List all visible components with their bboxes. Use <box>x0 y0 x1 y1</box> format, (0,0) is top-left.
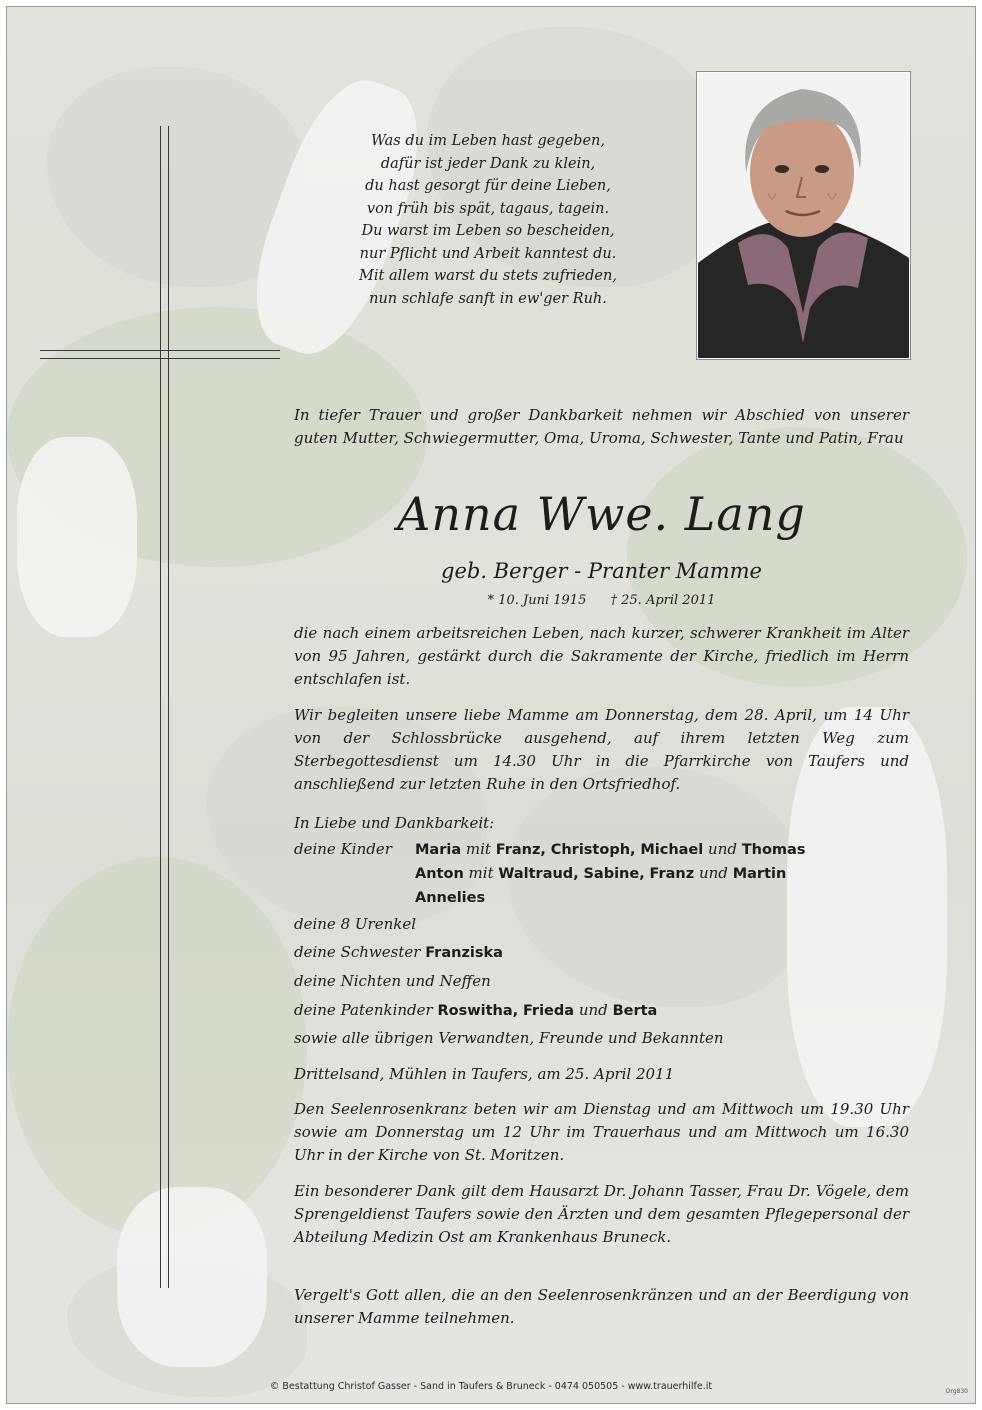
children-line <box>415 838 805 862</box>
godchild-name: Roswitha, <box>437 1003 519 1019</box>
passing-text: die nach einem arbeitsreichen Leben, nach kurzer, schwerer Krankheit im Alter von 95 Jahren, gestärkt durch die Sakramente der Kirche, friedlich im Herrn entschlafen ist. <box>294 624 909 688</box>
connector-text: und <box>578 1001 608 1019</box>
place-date: Drittelsand, Mühlen in Taufers, am 25. April 2011 <box>294 1065 675 1083</box>
nieces-line: deine Nichten und Neffen <box>294 972 491 990</box>
footer-credits: © Bestattung Christof Gasser - Sand in Taufers & Bruneck - 0474 050505 - www.trauerhilfe.it <box>269 1381 713 1392</box>
birth-date: * 10. Juni 1915 <box>487 593 587 608</box>
sister-line <box>294 941 909 965</box>
children-label: deine Kinder <box>294 840 392 858</box>
poem-line: dafür ist jeder Dank zu klein, <box>380 155 596 172</box>
child-name: Franz, <box>495 842 546 858</box>
thanks-text: Ein besonderer Dank gilt dem Hausarzt Dr. Johann Tasser, Frau Dr. Vögele, dem Sprengeldienst Taufers sowie den Ärzten und dem gesamten Pflegepersonal der Abteilung Medizin Ost am Krankenhaus Bruneck. <box>294 1182 909 1246</box>
poem-line: nun schlafe sanft in ew'ger Ruh. <box>369 290 607 307</box>
death-date: † 25. April 2011 <box>610 593 716 608</box>
sister-label: deine Schwester <box>294 943 421 961</box>
poem-line: Mit allem warst du stets zufrieden, <box>359 268 617 284</box>
child-name: Christoph, <box>550 842 636 858</box>
deceased-name: Anna Wwe. Lang <box>397 487 806 541</box>
child-name: Maria <box>415 842 462 858</box>
cross-icon-vertical <box>160 126 169 1288</box>
maiden-name: geb. Berger - Pranter Mamme <box>441 559 762 583</box>
godchild-name: Berta <box>612 1003 658 1019</box>
great-grandchildren-line: deine 8 Urenkel <box>294 915 417 933</box>
portrait-image <box>698 73 909 358</box>
connector-text: und <box>708 840 737 858</box>
memorial-poem <box>300 130 676 310</box>
life-dates <box>294 591 909 611</box>
child-name: Sabine, <box>583 866 645 882</box>
child-name: Martin <box>732 866 787 882</box>
rosary-text: Den Seelenrosenkranz beten wir am Dienstag und am Mittwoch um 19.30 Uhr sowie am Donnerstag um 12 Uhr im Trauerhaus und am Mittwoch um 16.30 Uhr in der Kirche von St. Moritzen. <box>294 1100 909 1164</box>
poem-line: nur Pflicht und Arbeit kanntest du. <box>359 245 617 262</box>
intro-text: In tiefer Trauer und großer Dankbarkeit nehmen wir Abschied von unserer guten Mutter, Schwiegermutter, Oma, Uroma, Schwester, Tante und Patin, Frau <box>294 406 909 447</box>
child-name: Waltraud, <box>498 866 579 882</box>
godchildren-line <box>294 999 909 1023</box>
child-name: Franz <box>649 866 695 882</box>
godchild-name: Frieda <box>522 1003 575 1019</box>
child-name: Thomas <box>741 842 806 858</box>
godchildren-label: deine Patenkinder <box>294 1001 433 1019</box>
child-name: Anton <box>415 866 464 882</box>
children-line <box>415 886 805 910</box>
cross-icon-horizontal <box>40 350 280 359</box>
connector-text: und <box>698 864 728 882</box>
poem-line: du hast gesorgt für deine Lieben, <box>365 178 611 194</box>
others-line: sowie alle übrigen Verwandten, Freunde und Bekannten <box>294 1029 724 1047</box>
sister-name: Franziska <box>425 945 503 961</box>
child-name: Michael <box>640 842 704 858</box>
connector-text: mit <box>468 864 494 882</box>
children-line <box>415 862 805 886</box>
child-name: Annelies <box>415 890 486 906</box>
poem-line: Du warst im Leben so bescheiden, <box>361 223 615 239</box>
family-heading: In Liebe und Dankbarkeit: <box>294 814 495 832</box>
funeral-text: Wir begleiten unsere liebe Mamme am Donnerstag, dem 28. April, um 14 Uhr von der Schlossbrücke ausgehend, auf ihrem letzten Weg zum Sterbegottesdienst um 14.30 Uhr in die Pfarrkirche von Taufers und anschließend zur letzten Ruhe in den Ortsfriedhof. <box>294 706 909 793</box>
connector-text: mit <box>465 840 491 858</box>
closing-text: Vergelt's Gott allen, die an den Seelenrosenkränzen und an der Beerdigung von unserer Mamme teilnehmen. <box>294 1286 909 1327</box>
poem-line: Was du im Leben hast gegeben, <box>371 133 605 149</box>
corner-mark: Org830 <box>945 1388 968 1395</box>
portrait-photo <box>697 72 910 359</box>
poem-line: von früh bis spät, tagaus, tagein. <box>366 200 610 217</box>
